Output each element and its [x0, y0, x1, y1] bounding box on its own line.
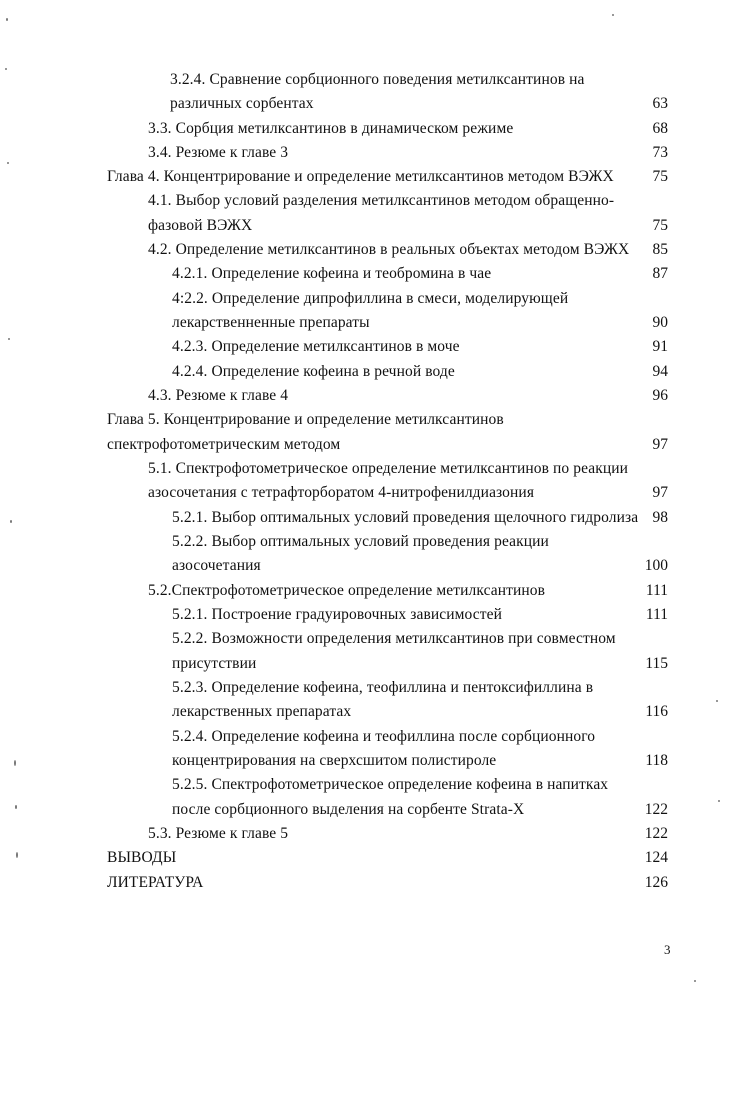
toc-entry-page: 98 [652, 509, 668, 526]
scan-speck [15, 805, 17, 809]
toc-entry-page: 96 [652, 387, 668, 404]
toc-entry-text: 4.3. Резюме к главе 4 [148, 387, 289, 404]
toc-entry-text: концентрирования на сверхсшитом полистироле [172, 752, 497, 769]
toc-entry-text: азосочетания с тетрафторборатом 4-нитрофенилдиазония [148, 484, 535, 501]
toc-entry-page: 118 [645, 752, 668, 769]
toc-entry-text: различных сорбентах [170, 95, 314, 112]
toc-entry-text: ЛИТЕРАТУРА [107, 874, 204, 891]
toc-entry-text: 5.2.4. Определение кофеина и теофиллина после сорбционного [172, 728, 596, 745]
toc-entry-text: 4.2.4. Определение кофеина в речной воде [172, 363, 455, 380]
toc-entry-page: 75 [652, 217, 668, 234]
scan-speck [694, 980, 696, 982]
toc-entry-text: 4:2.2. Определение дипрофиллина в смеси, моделирующей [172, 290, 569, 307]
toc-entry-text: 4.2.3. Определение метилксантинов в моче [172, 338, 460, 355]
toc-entry-page: 122 [644, 801, 668, 818]
scan-speck [16, 852, 18, 858]
toc-entry-page: 68 [652, 120, 668, 137]
toc-entry-text: присутствии [172, 655, 257, 672]
toc-entry-page: 94 [652, 363, 668, 380]
toc-entry-page: 90 [652, 314, 668, 331]
toc-entry-page: 122 [644, 825, 668, 842]
toc-entry-text: Глава 5. Концентрирование и определение метилксантинов [107, 411, 504, 428]
scan-speck [14, 760, 16, 766]
toc-entry-text: 5.2.1. Выбор оптимальных условий проведения щелочного гидролиза [172, 509, 639, 526]
toc-entry-page: 87 [652, 265, 668, 282]
toc-entry-page: 97 [652, 436, 668, 453]
toc-entry-text: после сорбционного выделения на сорбенте Strata-X [172, 801, 525, 818]
toc-entry-text: 3.2.4. Сравнение сорбционного поведения метилксантинов на [170, 71, 585, 88]
toc-entry-text: ВЫВОДЫ [107, 849, 177, 866]
toc-entry-page: 111 [645, 606, 668, 623]
toc-entry-text: 4.2. Определение метилксантинов в реальных объектах методом ВЭЖХ [148, 241, 630, 258]
toc-entry-text: 5.2.1. Построение градуировочных зависимостей [172, 606, 503, 623]
toc-entry-text: 5.2.Спектрофотометрическое определение метилксантинов [148, 582, 546, 599]
toc-entry-text: 5.2.5. Спектрофотометрическое определение кофеина в напитках [172, 776, 609, 793]
toc-entry-text: азосочетания [172, 557, 261, 574]
toc-entry-text: 4.2.1. Определение кофеина и теобромина в чае [172, 265, 492, 282]
scan-speck [10, 520, 12, 523]
toc-entry-page: 75 [652, 168, 668, 185]
toc-entry-page: 85 [652, 241, 668, 258]
toc-entry-text: 5.3. Резюме к главе 5 [148, 825, 289, 842]
toc-entry-page: 73 [652, 144, 668, 161]
toc-entry-text: 5.2.2. Выбор оптимальных условий проведения реакции [172, 533, 549, 550]
scan-speck [5, 68, 7, 70]
scan-speck [612, 14, 614, 16]
toc-entry-page: 124 [644, 849, 668, 866]
toc-entry-page: 126 [644, 874, 668, 891]
toc-entry-text: Глава 4. Концентрирование и определение метилксантинов методом ВЭЖХ [107, 168, 614, 185]
toc-entry-page: 111 [645, 582, 668, 599]
toc-entry-text: лекарственненные препараты [172, 314, 370, 331]
toc-entry-page: 115 [645, 655, 668, 672]
toc-entry-text: 5.2.3. Определение кофеина, теофиллина и пентоксифиллина в [172, 679, 594, 696]
toc-entry-text: спектрофотометрическим методом [107, 436, 341, 453]
toc-entry-text: 3.3. Сорбция метилксантинов в динамическом режиме [148, 120, 514, 137]
toc-entry-page: 63 [652, 95, 668, 112]
toc-entry-text: фазовой ВЭЖХ [148, 217, 253, 234]
toc-entry-text: 5.1. Спектрофотометрическое определение метилксантинов по реакции [148, 460, 629, 477]
page-number: 3 [664, 942, 671, 957]
scan-speck [8, 338, 10, 340]
toc-entry-page: 91 [652, 338, 668, 355]
toc-entry-text: 3.4. Резюме к главе 3 [148, 144, 289, 161]
toc-entry-text: 4.1. Выбор условий разделения метилксантинов методом обращенно- [148, 192, 615, 209]
scan-speck [716, 700, 718, 702]
toc-entry-page: 100 [644, 557, 668, 574]
toc-entry-page: 116 [645, 703, 668, 720]
toc-entry-page: 97 [652, 484, 668, 501]
scan-speck [718, 800, 720, 802]
toc-entry-text: 5.2.2. Возможности определения метилксантинов при совместном [172, 630, 616, 647]
scan-speck [7, 162, 9, 164]
scan-speck [6, 18, 8, 21]
toc-entry-text: лекарственных препаратах [172, 703, 352, 720]
